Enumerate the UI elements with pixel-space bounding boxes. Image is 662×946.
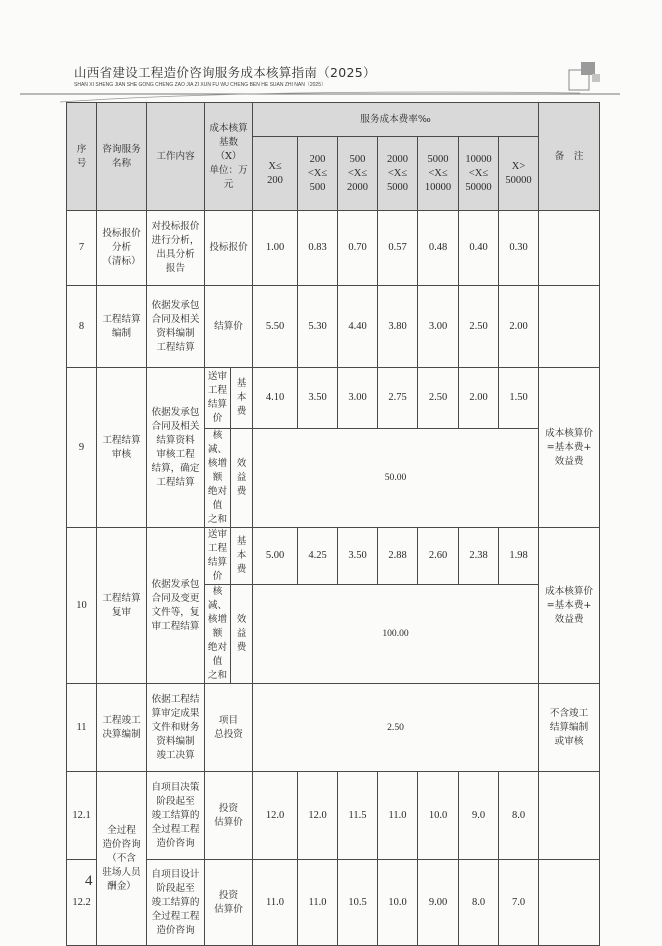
document-title: 山西省建设工程造价咨询服务成本核算指南（2025） [74, 65, 376, 80]
row9-remark: 成本核算价 =基本费+ 效益费 [539, 368, 600, 528]
row10-value-6: 2.38 [459, 528, 499, 585]
row9-value-3: 3.00 [338, 368, 378, 429]
row7-value-2: 0.83 [298, 211, 338, 286]
page-number: 4 [85, 873, 93, 889]
row9-type-basic: 基本费 [231, 368, 253, 429]
row12-1-value-4: 11.0 [378, 772, 418, 860]
header-service-name: 咨询服务 名称 [97, 103, 147, 211]
row10-base-basic: 送审 工程 结算价 [205, 528, 231, 585]
row11-seq: 11 [67, 684, 97, 772]
row9-service: 工程结算 审核 [97, 368, 147, 528]
row12-2-value-7: 7.0 [499, 860, 539, 946]
row12-2-base: 投资 估算价 [205, 860, 253, 946]
row10-value-1: 5.00 [253, 528, 298, 585]
table-row-12-2 [67, 860, 600, 946]
row12-1-value-7: 8.0 [499, 772, 539, 860]
row10-type-benefit: 效益费 [231, 585, 253, 684]
row12-1-remark [539, 772, 600, 860]
row9-base-basic: 送审 工程 结算价 [205, 368, 231, 429]
range-header-7: X> 50000 [499, 137, 539, 211]
row7-value-7: 0.30 [499, 211, 539, 286]
row8-base: 结算价 [205, 286, 253, 368]
table-row-8 [67, 286, 600, 368]
row10-seq: 10 [67, 528, 97, 684]
row8-value-4: 3.80 [378, 286, 418, 368]
row10-value-3: 3.50 [338, 528, 378, 585]
row9-benefit-rate: 50.00 [253, 429, 539, 528]
row12-2-seq: 12.2 [67, 860, 97, 946]
row8-service: 工程结算 编制 [97, 286, 147, 368]
row12-1-value-2: 12.0 [298, 772, 338, 860]
row10-base-benefit: 核减、 核增额 绝对值 之和 [205, 585, 231, 684]
cost-rate-table [66, 102, 600, 946]
range-header-1: X≤ 200 [253, 137, 298, 211]
table-row-9-basic [67, 368, 600, 429]
document-title-pinyin: SHAN XI SHENG JIAN SHE GONG CHENG ZAO JIA ZI XUN FU WU CHENG BEN HE SUAN ZHI NAN（2025） [74, 82, 326, 88]
row11-rate: 2.50 [253, 684, 539, 772]
corner-squares-icon [568, 61, 602, 91]
row9-value-1: 4.10 [253, 368, 298, 429]
row11-base: 项目 总投资 [205, 684, 253, 772]
row12-2-value-6: 8.0 [459, 860, 499, 946]
row7-value-4: 0.57 [378, 211, 418, 286]
row12-2-value-4: 10.0 [378, 860, 418, 946]
row9-value-4: 2.75 [378, 368, 418, 429]
row9-seq: 9 [67, 368, 97, 528]
row10-value-4: 2.88 [378, 528, 418, 585]
header-work-content: 工作内容 [147, 103, 205, 211]
row9-value-5: 2.50 [418, 368, 459, 429]
table-row-10-basic [67, 528, 600, 585]
row11-remark: 不含竣工 结算编制 或审核 [539, 684, 600, 772]
range-header-6: 10000 <X≤ 50000 [459, 137, 499, 211]
row8-content: 依据发承包 合同及相关 资料编制 工程结算 [147, 286, 205, 368]
range-header-2: 200 <X≤ 500 [298, 137, 338, 211]
row7-remark [539, 211, 600, 286]
row12-2-value-1: 11.0 [253, 860, 298, 946]
row12-1-value-3: 11.5 [338, 772, 378, 860]
row12-1-base: 投资 估算价 [205, 772, 253, 860]
row8-value-6: 2.50 [459, 286, 499, 368]
row11-content: 依据工程结 算审定成果 文件和财务 资料编制 竣工决算 [147, 684, 205, 772]
row7-content: 对投标报价 进行分析， 出具分析 报告 [147, 211, 205, 286]
row8-value-7: 2.00 [499, 286, 539, 368]
row12-1-seq: 12.1 [67, 772, 97, 860]
row10-value-2: 4.25 [298, 528, 338, 585]
row8-value-5: 3.00 [418, 286, 459, 368]
row9-content: 依据发承包 合同及相关 结算资料 审核工程 结算，确定 工程结算 [147, 368, 205, 528]
table-row-12-1 [67, 772, 600, 860]
row12-2-content: 自项目设计 阶段起至 竣工结算的 全过程工程 造价咨询 [147, 860, 205, 946]
row8-value-3: 4.40 [338, 286, 378, 368]
row8-value-2: 5.30 [298, 286, 338, 368]
header-seq: 序 号 [67, 103, 97, 211]
row12-2-value-5: 9.00 [418, 860, 459, 946]
row10-service: 工程结算 复审 [97, 528, 147, 684]
header-cost-base: 成本核算 基数 （X） 单位：万元 [205, 103, 253, 211]
row9-value-7: 1.50 [499, 368, 539, 429]
row7-service: 投标报价 分析 （清标） [97, 211, 147, 286]
table-row-11 [67, 684, 600, 772]
row10-remark: 成本核算价 =基本费+ 效益费 [539, 528, 600, 684]
range-header-4: 2000 <X≤ 5000 [378, 137, 418, 211]
header-cost-rate: 服务成本费率‰ [253, 103, 539, 137]
row12-service: 全过程 造价咨询 （不含 驻场人员 酬金） [97, 772, 147, 946]
table-row-7 [67, 211, 600, 286]
row8-remark [539, 286, 600, 368]
row12-2-remark [539, 860, 600, 946]
row7-seq: 7 [67, 211, 97, 286]
row10-value-5: 2.60 [418, 528, 459, 585]
row10-value-7: 1.98 [499, 528, 539, 585]
row7-value-6: 0.40 [459, 211, 499, 286]
row12-1-value-1: 12.0 [253, 772, 298, 860]
row7-value-3: 0.70 [338, 211, 378, 286]
range-header-5: 5000 <X≤ 10000 [418, 137, 459, 211]
row10-benefit-rate: 100.00 [253, 585, 539, 684]
range-header-3: 500 <X≤ 2000 [338, 137, 378, 211]
header-remark: 备 注 [539, 103, 600, 211]
row11-service: 工程竣工 决算编制 [97, 684, 147, 772]
row9-value-2: 3.50 [298, 368, 338, 429]
row12-1-value-6: 9.0 [459, 772, 499, 860]
row9-value-6: 2.00 [459, 368, 499, 429]
row12-2-value-2: 11.0 [298, 860, 338, 946]
row7-base: 投标报价 [205, 211, 253, 286]
row10-content: 依据发承包 合同及变更 文件等，复 审工程结算 [147, 528, 205, 684]
header-rule [20, 89, 662, 103]
row10-type-basic: 基本费 [231, 528, 253, 585]
row7-value-1: 1.00 [253, 211, 298, 286]
row9-base-benefit: 核减、 核增额 绝对值 之和 [205, 429, 231, 528]
row12-2-value-3: 10.5 [338, 860, 378, 946]
row8-value-1: 5.50 [253, 286, 298, 368]
row12-1-content: 自项目决策 阶段起至 竣工结算的 全过程工程 造价咨询 [147, 772, 205, 860]
row8-seq: 8 [67, 286, 97, 368]
row12-1-value-5: 10.0 [418, 772, 459, 860]
row9-type-benefit: 效益费 [231, 429, 253, 528]
row7-value-5: 0.48 [418, 211, 459, 286]
